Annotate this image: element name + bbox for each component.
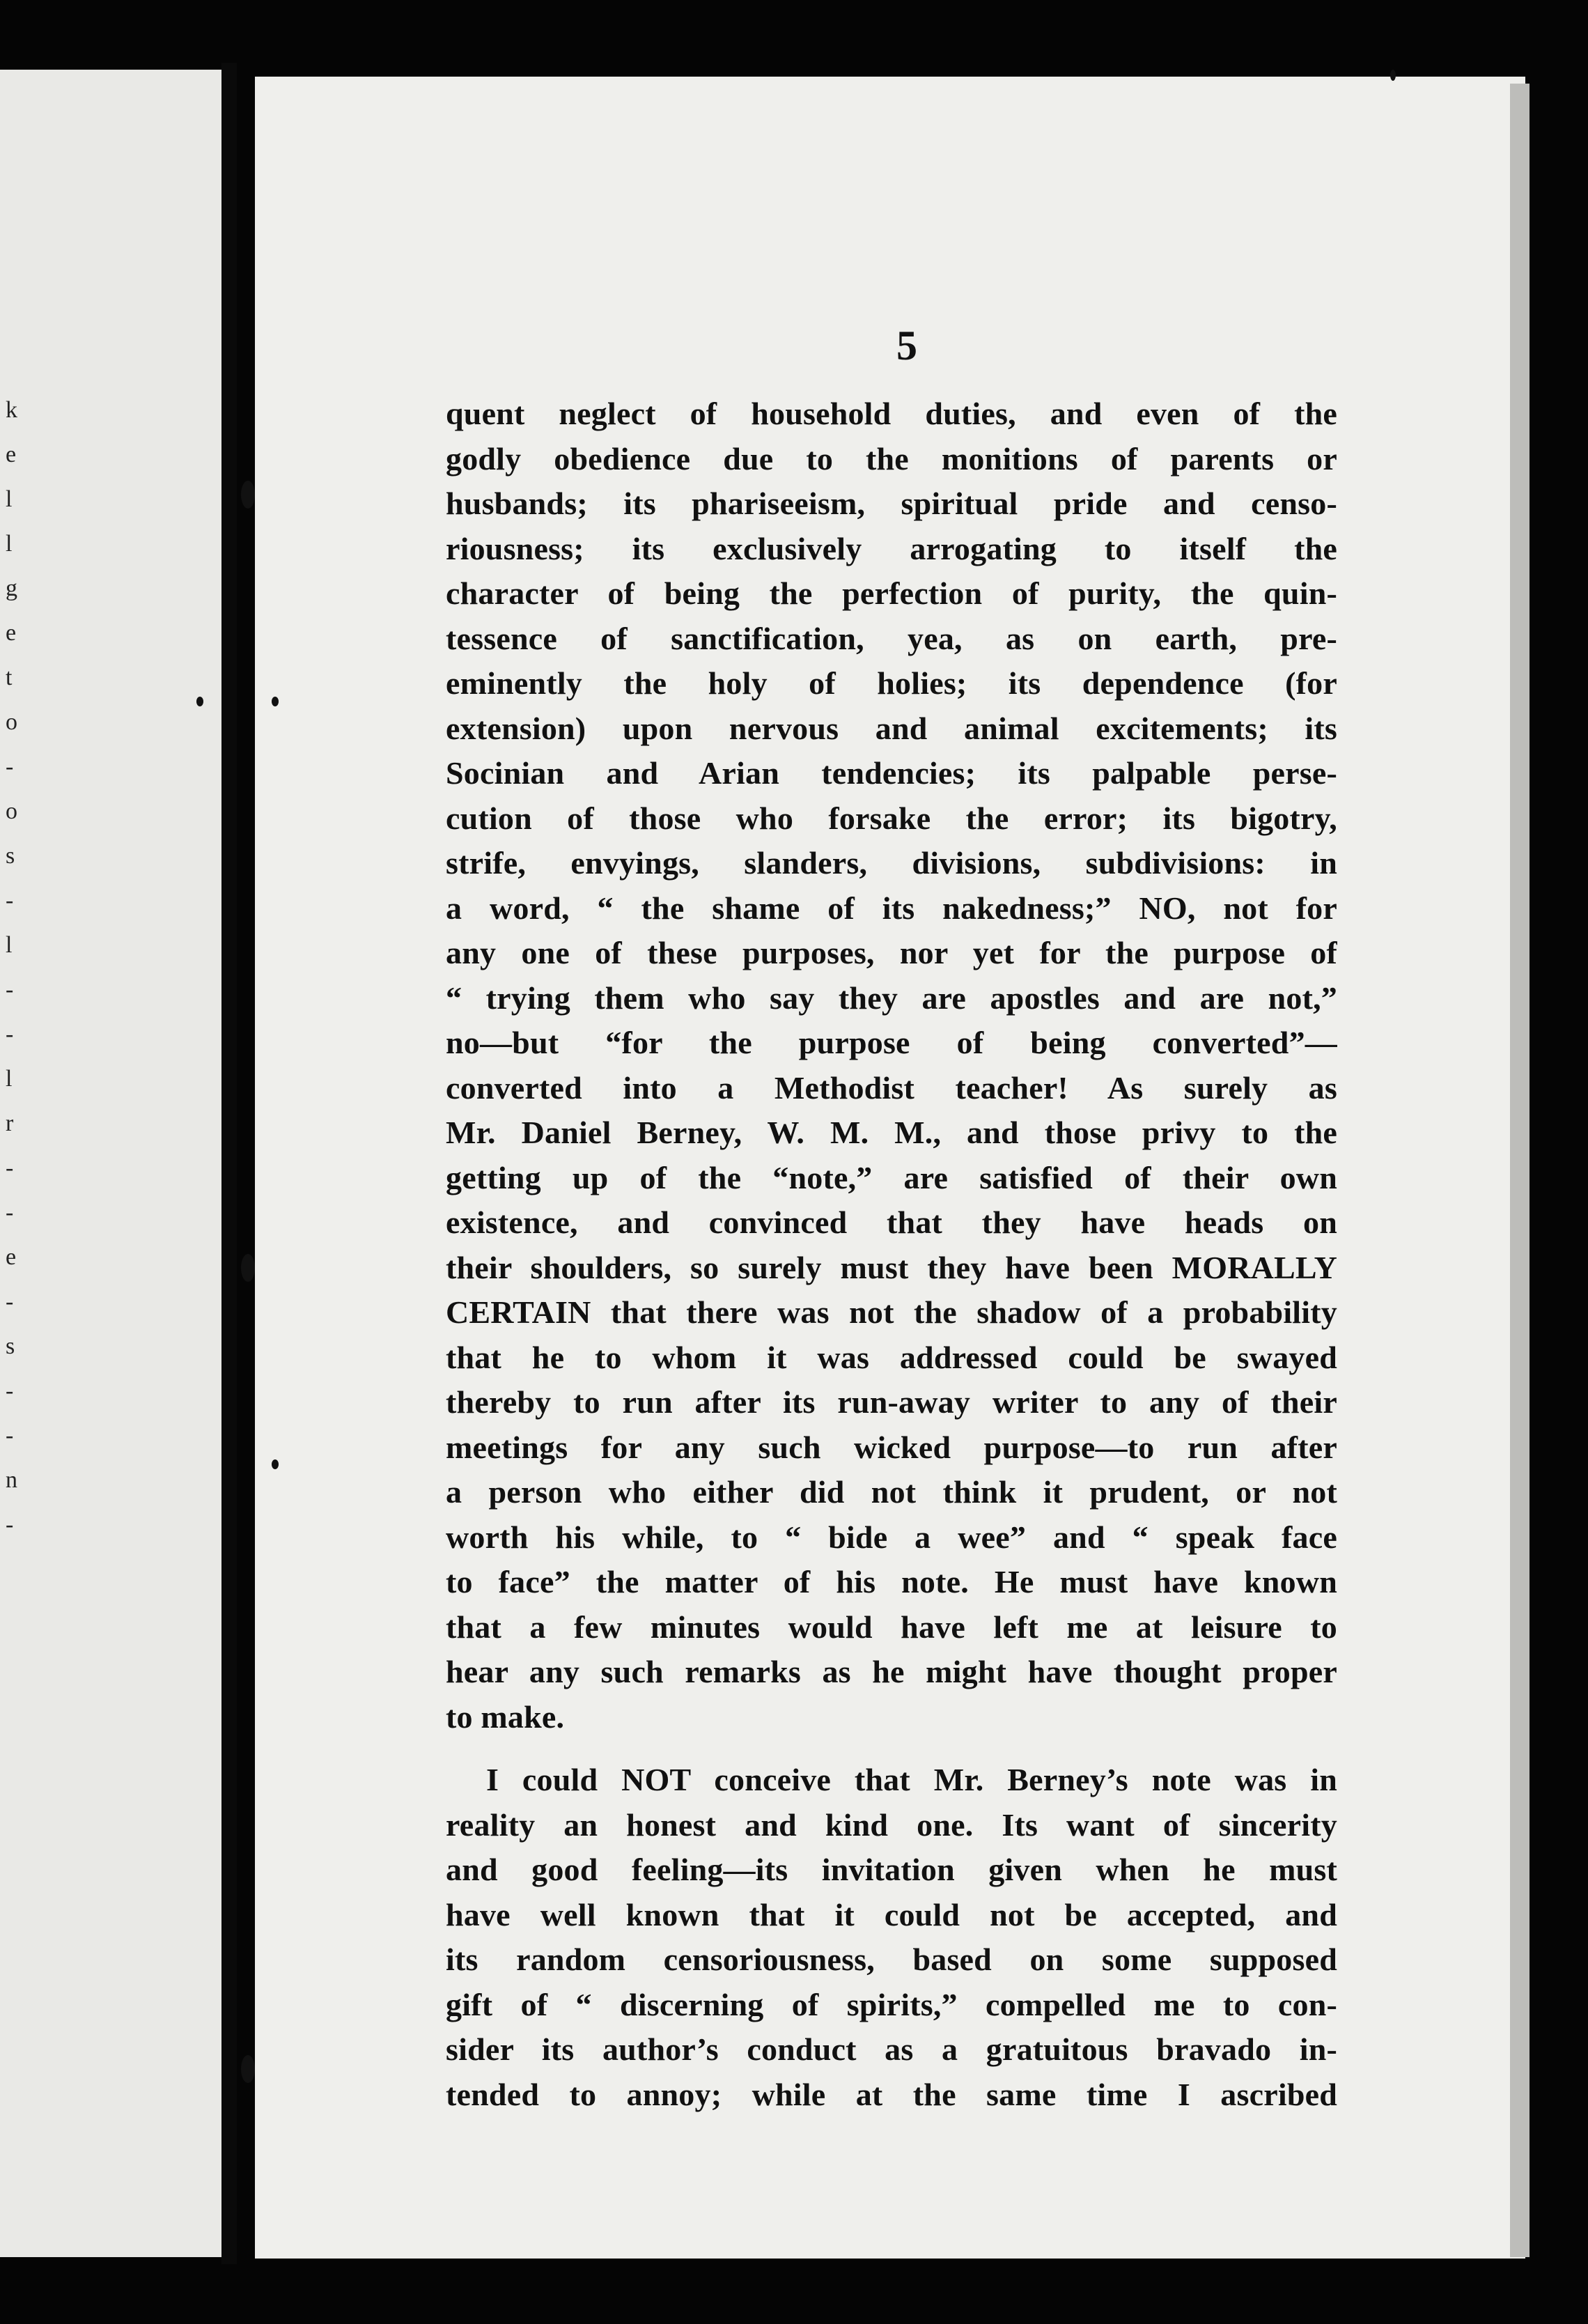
page-edge-shadow [1510,84,1529,2257]
text-line: Socinian and Arian tendencies; its palpable perse- [446,755,1337,791]
text-line: eminently the holy of holies; its dependence (for [446,665,1337,701]
text-line: godly obedience due to the monitions of parents or [446,440,1337,477]
text-line: “ trying them who say they are apostles and are not,” [446,979,1337,1016]
text-line: a word, “ the shame of its nakedness;” NO, not for [446,890,1337,926]
left-page-edge-char: - [6,754,14,780]
left-page-edge-char: l [6,932,13,958]
left-page-edge-char: - [6,1512,14,1537]
text-line: thereby to run after its run-away writer to any of their [446,1384,1337,1420]
left-page-edge-char: o [6,709,17,735]
text-line: meetings for any such wicked purpose—to run after [446,1429,1337,1465]
gutter-mark [241,1254,255,1282]
body-text [446,392,1337,2117]
left-page-edge-char: l [6,486,13,512]
left-page-edge-char: s [6,843,15,869]
stray-mark [196,697,203,706]
stray-mark [1390,70,1396,81]
left-page-edge-char: k [6,397,17,423]
left-page-edge-char: l [6,531,13,557]
text-line: tessence of sanctification, yea, as on earth, pre- [446,620,1337,656]
left-page-edge-char: - [6,1423,14,1448]
text-line: to make. [446,1698,565,1735]
left-page-edge-char: e [6,442,17,467]
left-page-edge-char: o [6,798,17,824]
text-line: riousness; its exclusively arrogating to itself the [446,530,1337,566]
text-line: that he to whom it was addressed could be swayed [446,1339,1337,1375]
text-line: existence, and convinced that they have heads on [446,1204,1337,1240]
left-page-edge-char: r [6,1110,14,1136]
text-line: and good feeling—its invitation given when he must [446,1852,1337,1887]
text-line: converted into a Methodist teacher! As surely as [446,1069,1337,1106]
text-line: getting up of the “note,” are satisfied of their own [446,1159,1337,1195]
left-page-edge-char: - [6,1378,14,1404]
text-line: sider its author’s conduct as a gratuitous bravado in- [446,2031,1337,2067]
left-page-edge-char: e [6,620,17,646]
left-page-edge-char: - [6,1289,14,1315]
text-line: quent neglect of household duties, and even of the [446,396,1337,431]
text-line: gift of “ discerning of spirits,” compelled me to con- [446,1986,1337,2022]
text-line: any one of these purposes, nor yet for the purpose of [446,935,1337,970]
left-page-edge-char: t [6,665,13,690]
left-page-edge-char: - [6,1021,14,1047]
page-number: 5 [896,323,917,369]
paragraph-gap [446,1740,1337,1758]
left-page-edge-char: g [6,575,17,601]
text-line: Mr. Daniel Berney, W. M. M., and those privy to the [446,1115,1337,1150]
left-page-edge-char: - [6,888,14,913]
left-page-edge-char: l [6,1066,13,1092]
text-line: worth his while, to “ bide a wee” and “ speak face [446,1519,1337,1555]
left-page-edge-char: n [6,1467,17,1493]
gutter-mark [241,481,255,509]
text-line: CERTAIN that there was not the shadow of a probability [446,1294,1337,1330]
paragraph-1 [446,392,1337,1740]
paragraph-2 [446,1758,1337,2117]
stray-mark [272,1459,279,1469]
text-line: character of being the perfection of purity, the quin- [446,575,1337,611]
text-line: a person who either did not think it prudent, or not [446,1474,1337,1510]
left-page-edge-char: e [6,1244,17,1270]
text-line: have well known that it could not be accepted, and [446,1896,1337,1932]
text-line: I could NOT conceive that Mr. Berney’s note was in [486,1762,1337,1797]
stray-mark [272,697,279,706]
left-page-edge-char: - [6,977,14,1002]
left-page-edge-char: - [6,1155,14,1181]
left-page-edge-char: s [6,1333,15,1359]
text-line: husbands; its phariseeism, spiritual pride and censo- [446,486,1337,521]
text-line: its random censoriousness, based on some supposed [446,1942,1337,1977]
text-line: their shoulders, so surely must they have been MORALLY [446,1249,1337,1285]
text-line: tended to annoy; while at the same time I ascribed [446,2076,1337,2112]
text-line: that a few minutes would have left me at leisure to [446,1609,1337,1645]
text-line: strife, envyings, slanders, divisions, subdivisions: in [446,845,1337,881]
text-line: to face” the matter of his note. He must have known [446,1564,1337,1599]
gutter-mark [241,2055,255,2083]
text-line: cution of those who forsake the error; its bigotry, [446,800,1337,836]
text-line: hear any such remarks as he might have thought proper [446,1654,1337,1689]
left-page-edge-char: - [6,1200,14,1225]
text-line: extension) upon nervous and animal excitements; its [446,710,1337,746]
text-line: no—but “for the purpose of being converted”— [446,1025,1337,1060]
left-page-fragment [0,70,221,2257]
gutter-rule [221,63,237,2264]
text-line: reality an honest and kind one. Its want of sincerity [446,1806,1337,1843]
